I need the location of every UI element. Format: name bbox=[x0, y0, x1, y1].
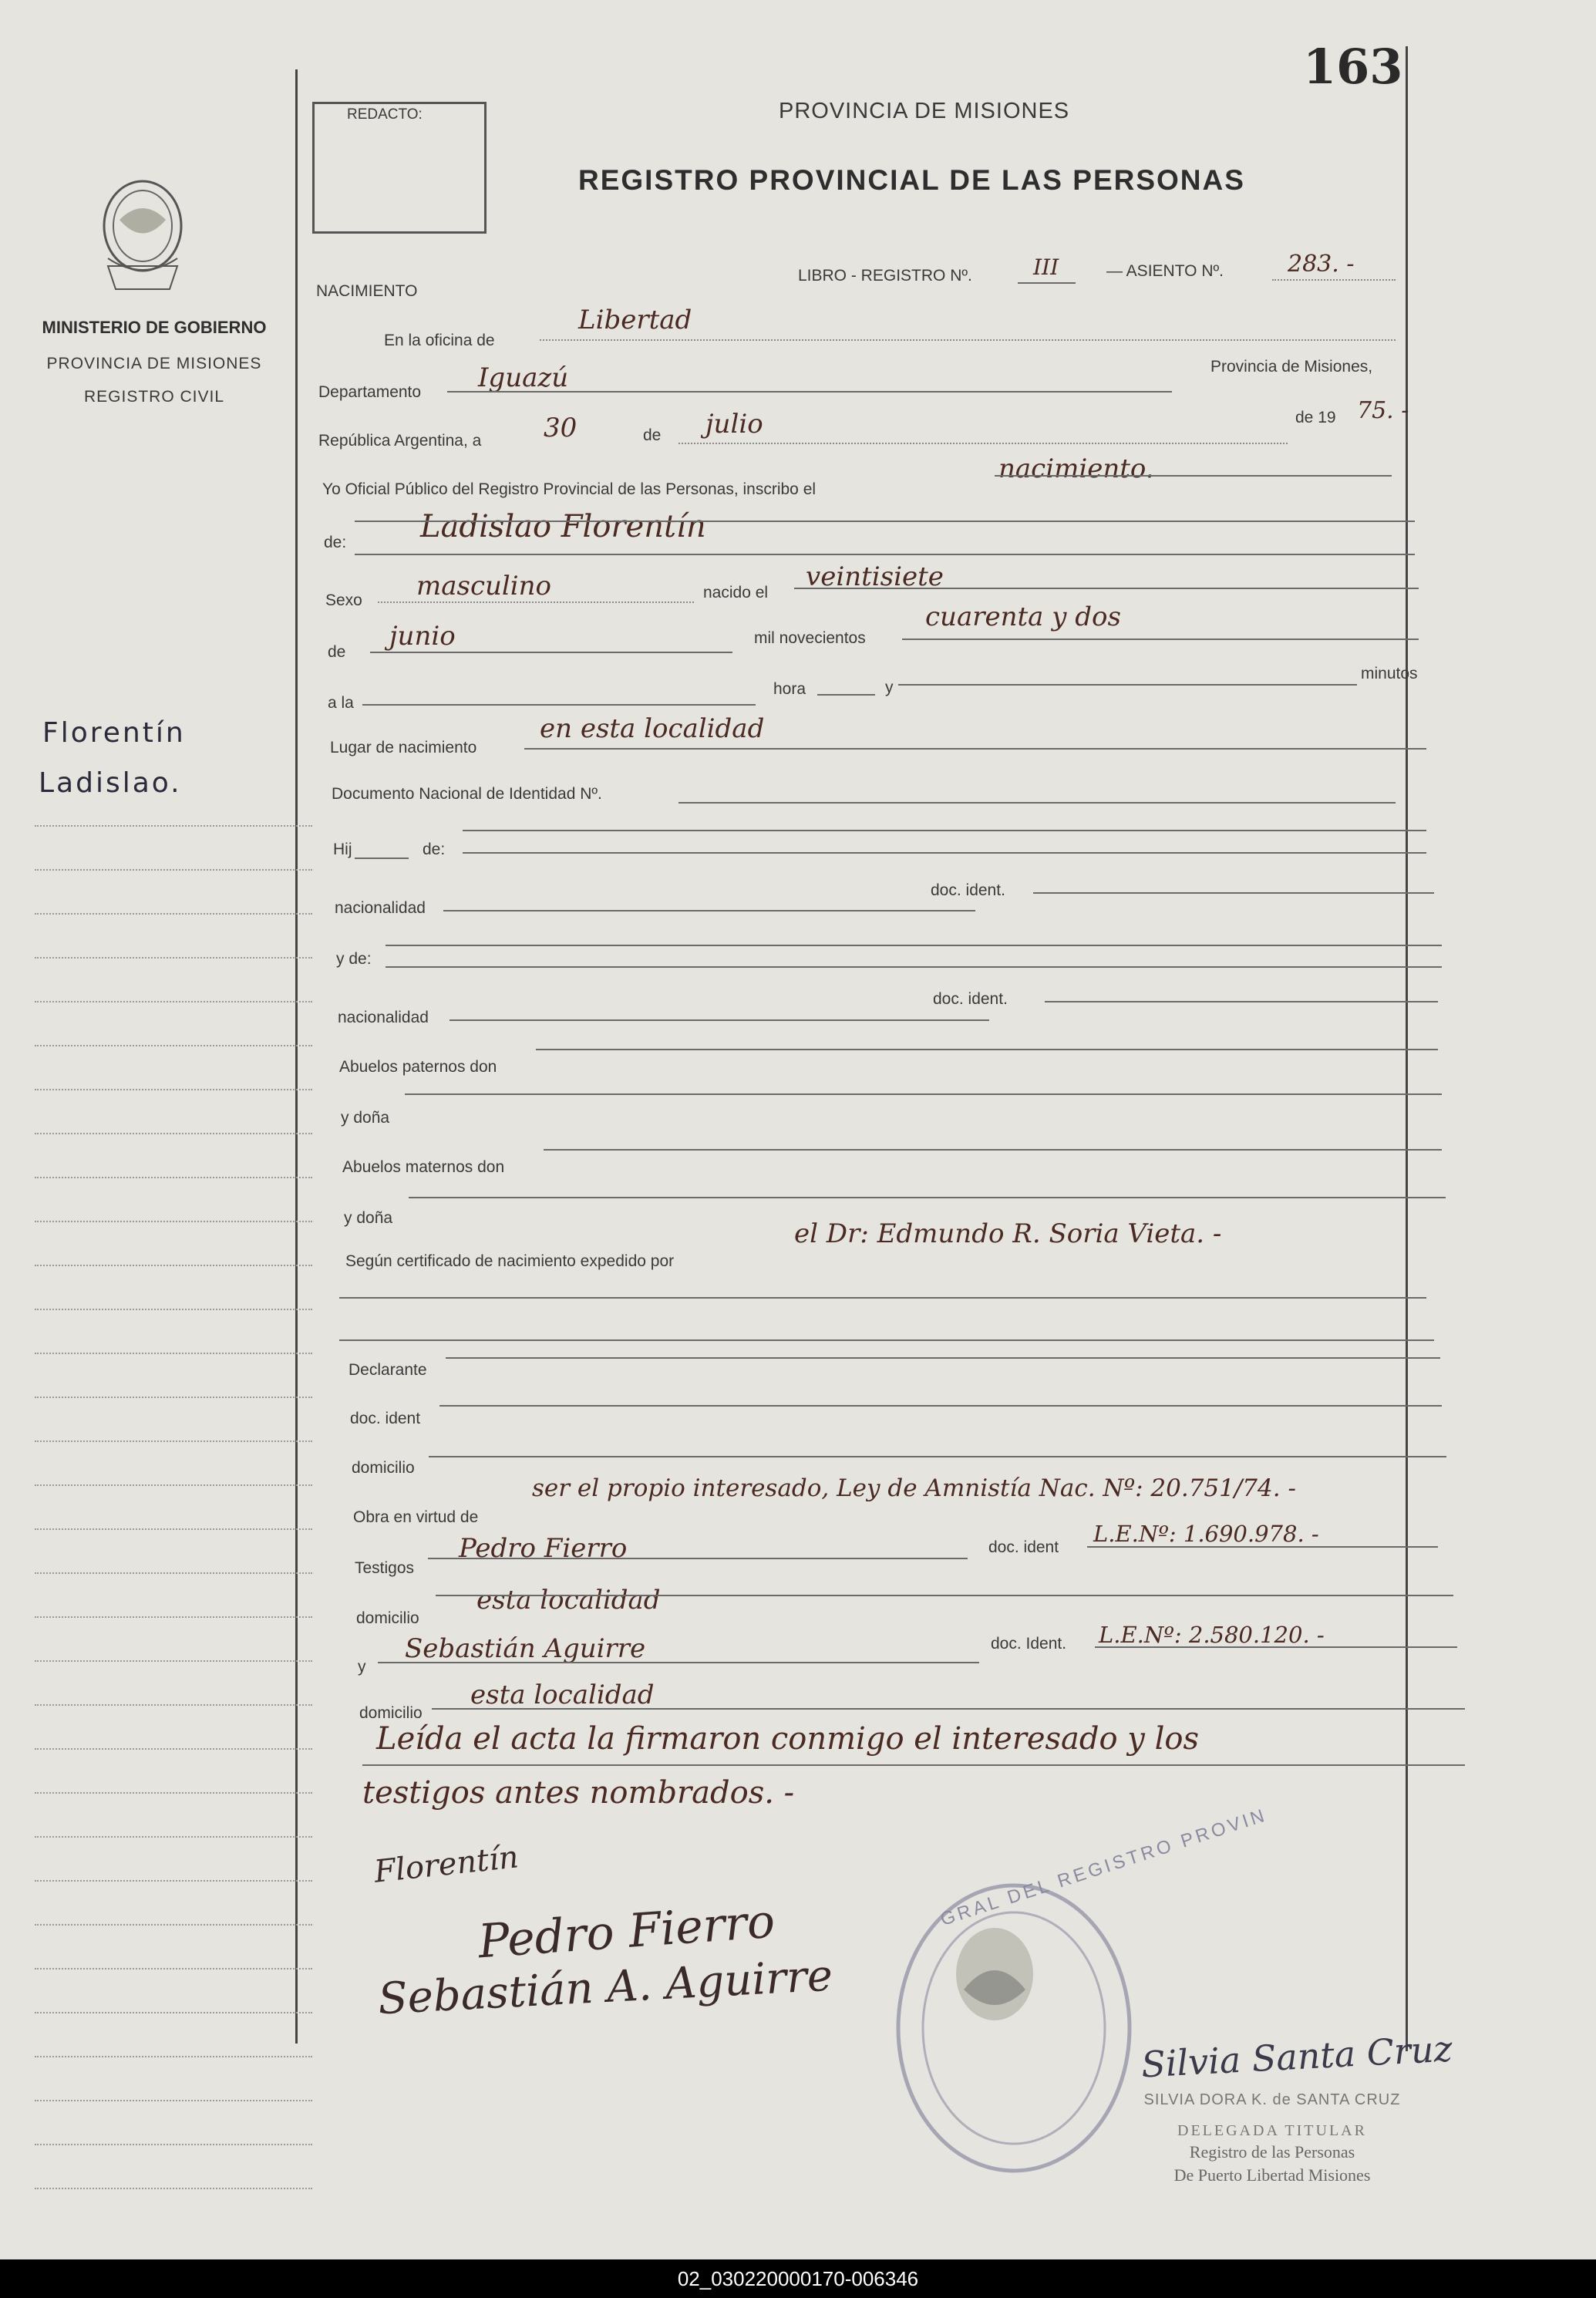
abuela-paterna-line bbox=[405, 1093, 1442, 1095]
certificado-value: el Dr: Edmundo R. Soria Vieta. - bbox=[794, 1218, 1222, 1249]
y-label: y bbox=[885, 679, 894, 696]
hora-label: hora bbox=[773, 680, 806, 698]
margin-note-surname: Florentín bbox=[42, 717, 186, 749]
declarante-doc-line bbox=[439, 1405, 1442, 1407]
madre-line bbox=[386, 966, 1442, 968]
margin-guide-line bbox=[35, 1748, 312, 1750]
testigo2-domicilio-value: esta localidad bbox=[470, 1680, 655, 1710]
nombre-label: de: bbox=[324, 534, 347, 551]
departamento-value: Iguazú bbox=[478, 362, 569, 393]
margin-guide-line bbox=[35, 1704, 312, 1706]
nacimiento-label: NACIMIENTO bbox=[316, 282, 418, 300]
margin-guide-line bbox=[35, 1792, 312, 1794]
dia-value: 30 bbox=[544, 413, 577, 443]
margin-guide-line bbox=[35, 1353, 312, 1354]
officer-name: SILVIA DORA K. de SANTA CRUZ bbox=[1143, 2091, 1401, 2108]
registrant-name: Ladislao Florentín bbox=[420, 509, 706, 544]
testigo2-name: Sebastián Aguirre bbox=[405, 1633, 646, 1664]
margin-guide-line bbox=[35, 1528, 312, 1530]
redacto-label: REDACTO: bbox=[347, 106, 423, 123]
madre-line-top bbox=[386, 945, 1442, 946]
nac-anio-line bbox=[902, 639, 1419, 640]
sexo-label: Sexo bbox=[325, 591, 362, 609]
officer-title: DELEGADA TITULAR bbox=[1177, 2122, 1367, 2139]
sexo-value: masculino bbox=[416, 571, 552, 601]
libro-line bbox=[1018, 282, 1076, 284]
nacido-value: veintisiete bbox=[806, 561, 944, 592]
oficina-line bbox=[540, 339, 1396, 341]
asiento-label: — ASIENTO Nº. bbox=[1106, 262, 1224, 280]
declarante-line bbox=[446, 1357, 1440, 1359]
margin-guide-line bbox=[35, 1265, 312, 1266]
nacido-line bbox=[794, 588, 1419, 589]
left-province: PROVINCIA DE MISIONES bbox=[46, 355, 262, 372]
nac-mes-line bbox=[370, 652, 732, 653]
doc-ident-line-2 bbox=[1045, 1001, 1438, 1002]
ministry-name: MINISTERIO DE GOBIERNO bbox=[42, 318, 267, 337]
declarante-domicilio-label: domicilio bbox=[352, 1459, 415, 1477]
doc-ident-label-1: doc. ident. bbox=[931, 881, 1005, 899]
testigo2-y-label: y bbox=[358, 1658, 366, 1676]
padre-line bbox=[463, 852, 1426, 854]
lugar-label: Lugar de nacimiento bbox=[330, 739, 477, 756]
margin-guide-line bbox=[35, 1045, 312, 1046]
margin-guide-line bbox=[35, 1001, 312, 1002]
abuelos-paternos-line bbox=[536, 1049, 1438, 1050]
minutos-line bbox=[898, 684, 1357, 686]
margin-guide-line bbox=[35, 1177, 312, 1178]
asiento-value: 283. - bbox=[1288, 251, 1355, 278]
inscribo-line bbox=[995, 475, 1392, 477]
margin-guide-line bbox=[35, 1397, 312, 1398]
margin-guide-line bbox=[35, 1572, 312, 1574]
provincia-label: Provincia de Misiones, bbox=[1210, 358, 1373, 376]
margin-guide-line bbox=[35, 1221, 312, 1222]
mes-line bbox=[678, 443, 1288, 444]
padre-line-top bbox=[463, 830, 1426, 831]
testigo1-domicilio-line bbox=[436, 1595, 1453, 1596]
dni-line bbox=[678, 802, 1396, 804]
registry-title: REGISTRO PROVINCIAL DE LAS PERSONAS bbox=[578, 164, 1245, 196]
sexo-line bbox=[378, 601, 694, 603]
departamento-line bbox=[447, 391, 1172, 393]
minutos-label: minutos bbox=[1361, 665, 1418, 682]
obra-label: Obra en virtud de bbox=[353, 1508, 479, 1526]
nacionalidad-label-1: nacionalidad bbox=[335, 899, 426, 917]
hij-suffix-line bbox=[355, 858, 409, 859]
departamento-label: Departamento bbox=[318, 383, 422, 401]
declarante-domicilio-line bbox=[429, 1456, 1446, 1457]
mes-value: julio bbox=[705, 409, 763, 440]
hij-label: Hij bbox=[333, 841, 352, 858]
closing-line-1-rule bbox=[362, 1764, 1465, 1766]
doc-ident-label-2: doc. ident. bbox=[933, 990, 1008, 1008]
margin-guide-line bbox=[35, 1924, 312, 1926]
testigo2-doc-line bbox=[1095, 1646, 1457, 1648]
nombre-line bbox=[355, 554, 1415, 555]
form-left-border bbox=[295, 69, 298, 2044]
margin-guide-line bbox=[35, 2012, 312, 2013]
margin-guide-line bbox=[35, 825, 312, 827]
testigo2-doc-value: L.E.Nº: 2.580.120. - bbox=[1099, 1622, 1325, 1648]
certificado-line-1 bbox=[339, 1297, 1426, 1299]
margin-guide-line bbox=[35, 1133, 312, 1134]
margin-guide-line bbox=[35, 869, 312, 871]
anio-prefix-label: de 19 bbox=[1295, 409, 1336, 426]
footer-code: 02_030220000170-006346 bbox=[0, 2259, 1596, 2298]
nac-mes-label: de bbox=[328, 643, 346, 661]
certificado-line-2 bbox=[339, 1339, 1434, 1341]
lugar-value: en esta localidad bbox=[540, 713, 765, 744]
testigo1-doc-value: L.E.Nº: 1.690.978. - bbox=[1093, 1521, 1319, 1547]
abuela-materna-label: y doña bbox=[344, 1209, 393, 1227]
testigo2-doc-label: doc. Ident. bbox=[991, 1635, 1067, 1653]
declarante-label: Declarante bbox=[348, 1361, 427, 1379]
closing-line-1: Leída el acta la firmaron conmigo el interesado y los bbox=[376, 1721, 1200, 1757]
republica-label: República Argentina, a bbox=[318, 432, 482, 450]
page-number: 163 bbox=[1303, 39, 1403, 95]
nacido-label: nacido el bbox=[703, 584, 769, 601]
margin-guide-line bbox=[35, 2144, 312, 2145]
signature-witness-2: Sebastián A. Aguirre bbox=[376, 1950, 834, 2025]
abuela-materna-line bbox=[409, 1197, 1446, 1198]
mil-label: mil novecientos bbox=[754, 629, 866, 647]
signature-witness-1: Pedro Fierro bbox=[476, 1894, 777, 1969]
testigo2-domicilio-line bbox=[432, 1708, 1465, 1710]
officer-signature: Silvia Santa Cruz bbox=[1140, 2027, 1453, 2086]
libro-value: III bbox=[1033, 254, 1059, 280]
official-stamp bbox=[887, 1874, 1141, 2182]
lugar-line bbox=[524, 748, 1426, 750]
declarante-doc-label: doc. ident bbox=[350, 1410, 421, 1427]
margin-guide-line bbox=[35, 913, 312, 915]
officer-office-2: De Puerto Libertad Misiones bbox=[1173, 2165, 1371, 2185]
nacionalidad-line-2 bbox=[450, 1019, 989, 1021]
nacionalidad-line-1 bbox=[443, 910, 975, 911]
margin-guide-line bbox=[35, 1660, 312, 1662]
nacionalidad-label-2: nacionalidad bbox=[338, 1009, 429, 1026]
testigo2-domicilio-label: domicilio bbox=[359, 1704, 423, 1722]
margin-guide-line bbox=[35, 1880, 312, 1882]
oficina-label: En la oficina de bbox=[384, 332, 495, 349]
margin-guide-line bbox=[35, 2056, 312, 2057]
abuelos-paternos-label: Abuelos paternos don bbox=[339, 1058, 497, 1076]
abuelos-maternos-label: Abuelos maternos don bbox=[342, 1158, 505, 1176]
closing-line-2: testigos antes nombrados. - bbox=[362, 1775, 795, 1811]
madre-label: y de: bbox=[336, 950, 372, 968]
certificado-label: Según certificado de nacimiento expedido por bbox=[345, 1252, 675, 1270]
testigo1-doc-line bbox=[1087, 1546, 1438, 1548]
margin-guide-line bbox=[35, 1968, 312, 1969]
signature-registrant: Florentín bbox=[372, 1839, 520, 1890]
testigos-label: Testigos bbox=[355, 1559, 415, 1577]
margin-guide-line bbox=[35, 1484, 312, 1486]
stamp-text: GRAL DEL REGISTRO PROVIN bbox=[938, 1804, 1270, 1930]
officer-office-1: Registro de las Personas bbox=[1189, 2142, 1355, 2162]
obra-value: ser el propio interesado, Ley de Amnistía Nac. Nº: 20.751/74. - bbox=[532, 1474, 1296, 1502]
nombre-line-top bbox=[355, 521, 1415, 522]
oficial-label: Yo Oficial Público del Registro Provincial de las Personas, inscribo el bbox=[322, 480, 817, 498]
margin-guide-line bbox=[35, 2188, 312, 2189]
asiento-line bbox=[1272, 279, 1396, 281]
inscribo-value: nacimiento. bbox=[998, 453, 1154, 484]
hora-line bbox=[817, 694, 875, 696]
de-label: de bbox=[643, 426, 662, 444]
a-la-line bbox=[362, 704, 756, 706]
left-registry: REGISTRO CIVIL bbox=[83, 388, 225, 406]
testigo1-line bbox=[428, 1558, 968, 1559]
nac-mes-value: junio bbox=[389, 621, 456, 652]
ministry-seal bbox=[93, 174, 193, 297]
testigo1-domicilio-value: esta localidad bbox=[476, 1585, 661, 1616]
margin-note-name: Ladislao. bbox=[39, 767, 182, 799]
oficina-value: Libertad bbox=[578, 305, 692, 335]
anio-value: 75. - bbox=[1357, 397, 1409, 424]
margin-guide-line bbox=[35, 1440, 312, 1442]
margin-guide-line bbox=[35, 1309, 312, 1310]
dni-label: Documento Nacional de Identidad Nº. bbox=[332, 785, 602, 803]
testigo1-domicilio-label: domicilio bbox=[356, 1609, 419, 1627]
abuelos-maternos-line bbox=[544, 1149, 1442, 1151]
margin-guide-line bbox=[35, 2100, 312, 2101]
abuela-paterna-label: y doña bbox=[341, 1109, 390, 1127]
margin-guide-line bbox=[35, 1089, 312, 1090]
hij-de-label: de: bbox=[423, 841, 446, 858]
province-title: PROVINCIA DE MISIONES bbox=[779, 99, 1070, 123]
libro-label: LIBRO - REGISTRO Nº. bbox=[798, 267, 972, 285]
a-la-label: a la bbox=[328, 694, 354, 712]
nac-anio-value: cuarenta y dos bbox=[925, 601, 1121, 632]
margin-guide-line bbox=[35, 957, 312, 959]
margin-guide-line bbox=[35, 1836, 312, 1838]
testigo1-name: Pedro Fierro bbox=[459, 1533, 628, 1564]
testigo1-doc-label: doc. ident bbox=[988, 1538, 1059, 1556]
doc-ident-line-1 bbox=[1033, 892, 1434, 894]
margin-guide-line bbox=[35, 1616, 312, 1618]
testigo2-line bbox=[378, 1662, 979, 1663]
